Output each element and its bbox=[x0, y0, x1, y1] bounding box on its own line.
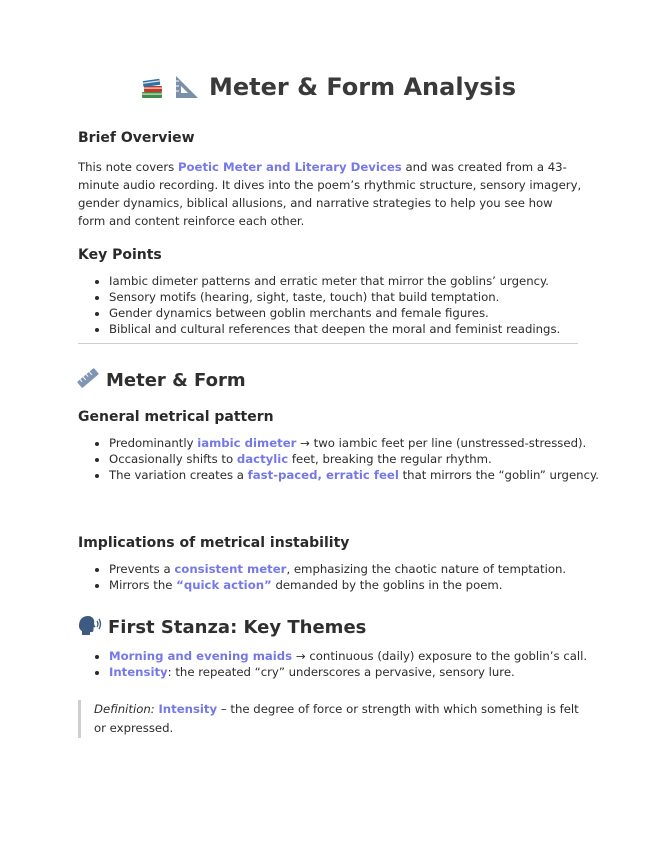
highlight-term: consistent meter bbox=[174, 562, 287, 576]
highlight-term: Morning and evening maids bbox=[109, 649, 293, 663]
triangular-ruler-icon bbox=[173, 72, 201, 101]
overview-text-2: and was created from a 43-minute audio recording. It dives into the poem’s rhythmic structure, sensory imagery, gender dynamics, biblical allusions, and narrative strategies to help you see how form and content reinforce each other. bbox=[78, 160, 582, 228]
list-item: • Mirrors the “quick action” demanded by the goblins in the poem. bbox=[109, 577, 614, 593]
key-point-item: • Gender dynamics between goblin merchants and female figures. bbox=[109, 305, 614, 321]
implications-heading: Implications of metrical instability bbox=[78, 535, 350, 551]
implications-list bbox=[78, 561, 614, 593]
section-divider bbox=[78, 343, 578, 344]
general-pattern-list bbox=[78, 435, 614, 483]
list-item: • Prevents a consistent meter, emphasizing the chaotic nature of temptation. bbox=[109, 561, 614, 577]
meter-form-heading-text: Meter & Form bbox=[106, 370, 246, 391]
definition-text: – the degree of force or strength with which something is felt or expressed. bbox=[94, 702, 579, 735]
list-item: • The variation creates a fast-paced, erratic feel that mirrors the “goblin” urgency. bbox=[109, 467, 614, 483]
definition-label: Definition: bbox=[94, 702, 155, 716]
highlight-term: fast-paced, erratic feel bbox=[247, 468, 399, 482]
key-points-list bbox=[78, 273, 614, 337]
general-pattern-heading: General metrical pattern bbox=[78, 409, 274, 425]
definition-blockquote bbox=[78, 700, 594, 738]
first-stanza-heading bbox=[76, 613, 366, 642]
meter-form-heading bbox=[76, 366, 246, 395]
highlight-term: Intensity bbox=[109, 665, 168, 679]
page-title-text: Meter & Form Analysis bbox=[208, 72, 517, 101]
highlight-term: dactylic bbox=[236, 452, 289, 466]
books-icon bbox=[139, 73, 165, 101]
list-item: • Morning and evening maids → continuous (daily) exposure to the goblin’s call. bbox=[109, 648, 614, 664]
first-stanza-list bbox=[78, 648, 614, 680]
highlight-term: iambic dimeter bbox=[197, 436, 297, 450]
overview-paragraph bbox=[78, 158, 583, 230]
ruler-icon bbox=[76, 366, 100, 395]
list-item: • Occasionally shifts to dactylic feet, breaking the regular rhythm. bbox=[109, 451, 614, 467]
key-point-item: • Iambic dimeter patterns and erratic meter that mirror the goblins’ urgency. bbox=[109, 273, 614, 289]
page-title bbox=[0, 72, 655, 101]
key-point-item: • Sensory motifs (hearing, sight, taste, touch) that build temptation. bbox=[109, 289, 614, 305]
definition-term: Intensity bbox=[158, 702, 218, 716]
list-item: • Predominantly iambic dimeter → two iambic feet per line (unstressed-stressed). bbox=[109, 435, 614, 451]
highlight-term: “quick action” bbox=[176, 578, 272, 592]
first-stanza-heading-text: First Stanza: Key Themes bbox=[108, 617, 367, 638]
key-points-heading: Key Points bbox=[78, 247, 162, 263]
overview-heading: Brief Overview bbox=[78, 130, 195, 146]
key-point-item: • Biblical and cultural references that deepen the moral and feminist readings. bbox=[109, 321, 614, 337]
speaking-head-icon bbox=[76, 613, 102, 642]
overview-text-1: This note covers bbox=[78, 160, 178, 174]
overview-topic: Poetic Meter and Literary Devices bbox=[177, 160, 402, 174]
list-item: • Intensity: the repeated “cry” underscores a pervasive, sensory lure. bbox=[109, 664, 614, 680]
